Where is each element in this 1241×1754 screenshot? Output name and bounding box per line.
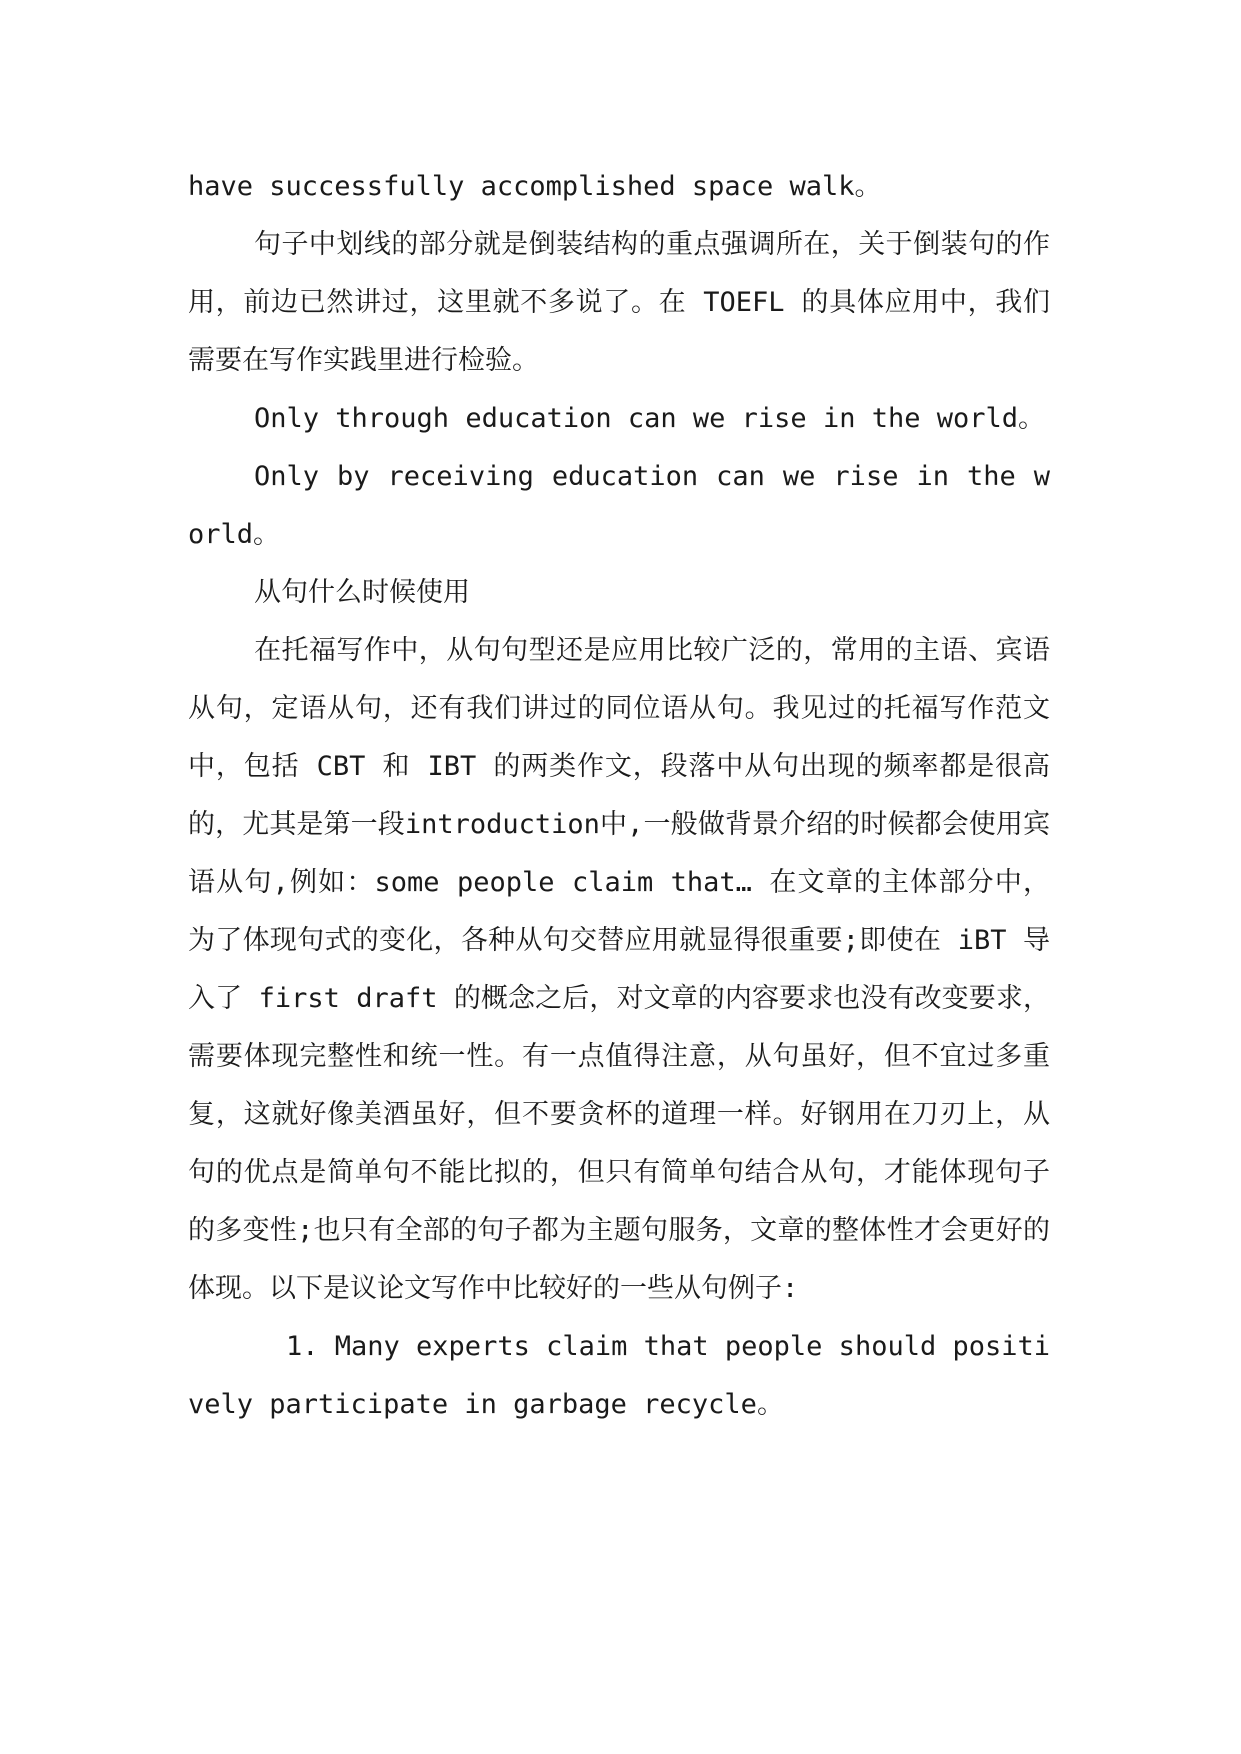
paragraph-example-1: Only through education can we rise in the world。 [254,403,1046,434]
list-item-1: 1. Many experts claim that people should positively participate in garbage recycle。 [188,1331,1051,1420]
paragraph-continuation: have successfully accomplished space walk。 [188,171,882,202]
document-body [188,158,1050,1434]
paragraph-clause-usage: 在托福写作中，从句句型还是应用比较广泛的，常用的主语、宾语从句，定语从句，还有我们讲过的同位语从句。我见过的托福写作范文中，包括 CBT 和 IBT 的两类作文，段落中从句出现的频率都是很高的，尤其是第一段introduction中,一般做背景介绍的时候都会使用宾语从句,例如：some people claim that… 在文章的主体部分中，为了体现句式的变化，各种从句交替应用就显得很重要;即使在 iBT 导入了 first draft 的概念之后，对文章的内容要求也没有改变要求，需要体现完整性和统一性。有一点值得注意，从句虽好，但不宜过多重复，这就好像美酒虽好，但不要贪杯的道理一样。好钢用在刀刃上，从句的优点是简单句不能比拟的，但只有简单句结合从句，才能体现句子的多变性;也只有全部的句子都为主题句服务，文章的整体性才会更好的体现。以下是议论文写作中比较好的一些从句例子: [188,635,1050,1304]
paragraph-example-2: Only by receiving education can we rise in the world。 [188,461,1050,550]
paragraph-inversion-note: 句子中划线的部分就是倒装结构的重点强调所在，关于倒装句的作用，前边已然讲过，这里就不多说了。在 TOEFL 的具体应用中，我们需要在写作实践里进行检验。 [188,229,1050,376]
section-heading: 从句什么时候使用 [254,577,470,608]
